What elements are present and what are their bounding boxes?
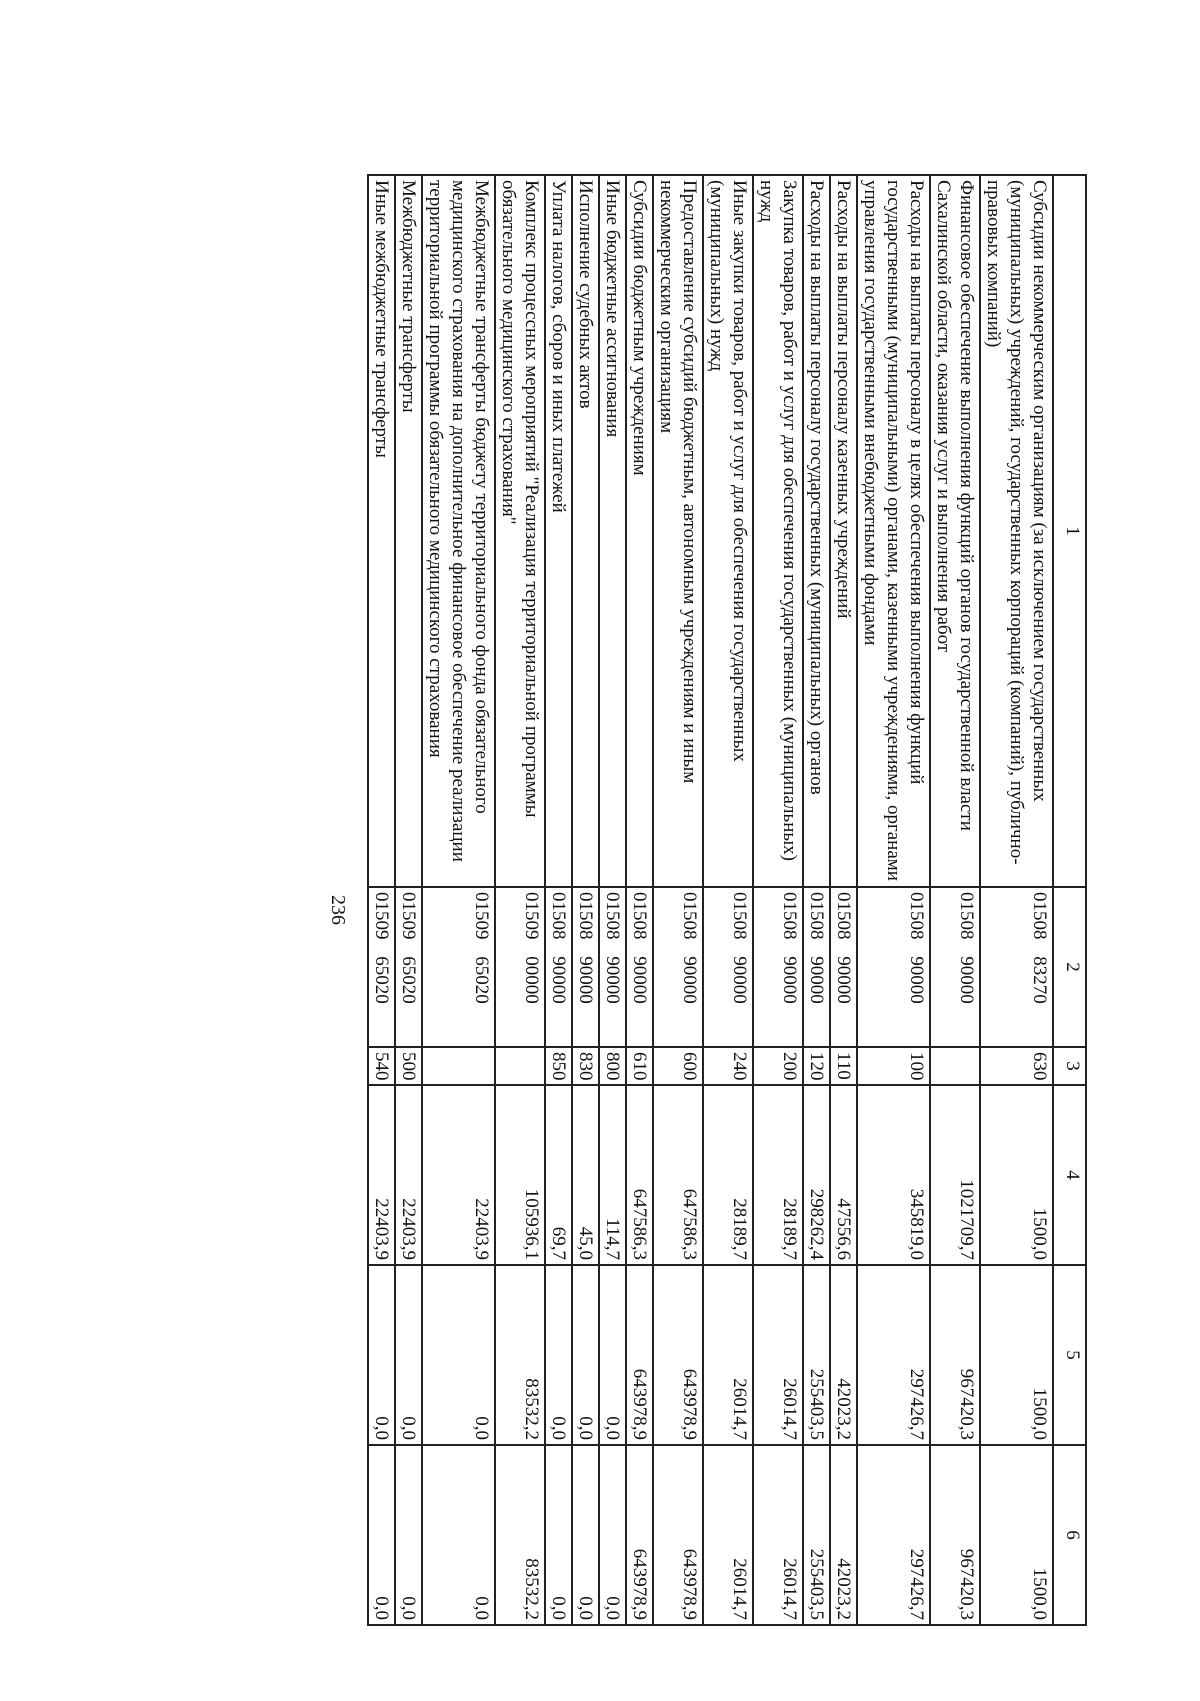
row-value-col5-cell: 0,0: [422, 1265, 495, 1445]
row-expense-type-cell: 630: [980, 1047, 1053, 1085]
table-row: [626, 175, 653, 1625]
row-expense-type-cell: 120: [803, 1047, 830, 1085]
row-name-cell: Субсидии бюджетным учреждениям: [626, 175, 653, 887]
row-expense-type-cell: [930, 1047, 980, 1085]
row-value-col5-cell: 26014,7: [703, 1265, 753, 1445]
row-expense-type-cell: 100: [857, 1047, 930, 1085]
row-value-col5-cell: 0,0: [599, 1265, 626, 1445]
row-value-col6-cell: 0,0: [572, 1445, 599, 1625]
row-value-col5-cell: 0,0: [395, 1265, 422, 1445]
table-row: [599, 175, 626, 1625]
row-code-cell: 01508 90000: [753, 887, 803, 1047]
row-code-cell: 01508 90000: [653, 887, 703, 1047]
column-header-2: 2: [1053, 887, 1086, 1047]
row-value-col5-cell: 26014,7: [753, 1265, 803, 1445]
row-expense-type-cell: 200: [753, 1047, 803, 1085]
row-value-col4-cell: 298262,4: [803, 1085, 830, 1265]
row-value-col6-cell: 297426,7: [857, 1445, 930, 1625]
row-value-col4-cell: 1500,0: [980, 1085, 1053, 1265]
row-name-cell: Расходы на выплаты персоналу в целях обеспечения выполнения функций государственными (муниципальными) органами, казенными учреждениями, органами управления государственными внебюджетными фондами: [857, 175, 930, 887]
row-value-col4-cell: 45,0: [572, 1085, 599, 1265]
row-value-col5-cell: 0,0: [368, 1265, 395, 1445]
row-value-col5-cell: 643978,9: [653, 1265, 703, 1445]
table-row: [980, 175, 1053, 1625]
row-name-cell: Закупка товаров, работ и услуг для обеспечения государственных (муниципальных) нужд: [753, 175, 803, 887]
row-name-cell: Межбюджетные трансферты бюджету территориального фонда обязательного медицинского страхования на дополнительное финансовое обеспечение реализации территориальной программы обязательного медицинского страхования: [422, 175, 495, 887]
row-value-col6-cell: 255403,5: [803, 1445, 830, 1625]
row-value-col4-cell: 69,7: [545, 1085, 572, 1265]
table-row: [830, 175, 857, 1625]
row-value-col4-cell: 345819,0: [857, 1085, 930, 1265]
row-name-cell: Уплата налогов, сборов и иных платежей: [545, 175, 572, 887]
row-value-col4-cell: 105936,1: [495, 1085, 545, 1265]
row-value-col4-cell: 22403,9: [368, 1085, 395, 1265]
row-value-col6-cell: 83532,2: [495, 1445, 545, 1625]
table-header-row: [1053, 175, 1086, 1625]
row-value-col6-cell: 643978,9: [653, 1445, 703, 1625]
row-value-col5-cell: 967420,3: [930, 1265, 980, 1445]
row-name-cell: Иные бюджетные ассигнования: [599, 175, 626, 887]
row-name-cell: Расходы на выплаты персоналу государственных (муниципальных) органов: [803, 175, 830, 887]
row-expense-type-cell: 500: [395, 1047, 422, 1085]
row-code-cell: 01509 00000: [495, 887, 545, 1047]
row-name-cell: Финансовое обеспечение выполнения функций органов государственной власти Сахалинской области, оказания услуг и выполнения работ: [930, 175, 980, 887]
row-value-col6-cell: 0,0: [422, 1445, 495, 1625]
row-value-col6-cell: 0,0: [395, 1445, 422, 1625]
row-value-col5-cell: 255403,5: [803, 1265, 830, 1445]
row-name-cell: Предоставление субсидий бюджетным, автономным учреждениям и иным некоммерческим организациям: [653, 175, 703, 887]
row-expense-type-cell: 830: [572, 1047, 599, 1085]
row-expense-type-cell: [495, 1047, 545, 1085]
row-expense-type-cell: [422, 1047, 495, 1085]
row-value-col6-cell: 0,0: [368, 1445, 395, 1625]
table-row: [930, 175, 980, 1625]
row-code-cell: 01508 83270: [980, 887, 1053, 1047]
row-value-col6-cell: 1500,0: [980, 1445, 1053, 1625]
row-expense-type-cell: 850: [545, 1047, 572, 1085]
table-row: [395, 175, 422, 1625]
row-code-cell: 01508 90000: [599, 887, 626, 1047]
row-value-col6-cell: 0,0: [599, 1445, 626, 1625]
row-value-col6-cell: 967420,3: [930, 1445, 980, 1625]
column-header-5: 5: [1053, 1265, 1086, 1445]
row-code-cell: 01508 90000: [830, 887, 857, 1047]
table-row: [857, 175, 930, 1625]
row-value-col5-cell: 297426,7: [857, 1265, 930, 1445]
row-code-cell: 01509 65020: [368, 887, 395, 1047]
table-row: [545, 175, 572, 1625]
row-value-col4-cell: 647586,3: [653, 1085, 703, 1265]
row-value-col4-cell: 22403,9: [422, 1085, 495, 1265]
budget-table: [367, 174, 1087, 1626]
table-row: [703, 175, 753, 1625]
row-value-col4-cell: 47556,6: [830, 1085, 857, 1265]
row-value-col5-cell: 1500,0: [980, 1265, 1053, 1445]
row-code-cell: 01508 90000: [930, 887, 980, 1047]
column-header-6: 6: [1053, 1445, 1086, 1625]
row-name-cell: Иные межбюджетные трансферты: [368, 175, 395, 887]
row-name-cell: Комплекс процессных мероприятий "Реализация территориальной программы обязательного медицинского страхования": [495, 175, 545, 887]
table-row: [572, 175, 599, 1625]
row-value-col5-cell: 0,0: [572, 1265, 599, 1445]
row-value-col4-cell: 28189,7: [703, 1085, 753, 1265]
column-header-4: 4: [1053, 1085, 1086, 1265]
row-code-cell: 01509 65020: [395, 887, 422, 1047]
row-value-col4-cell: 28189,7: [753, 1085, 803, 1265]
column-header-3: 3: [1053, 1047, 1086, 1085]
table-row: [753, 175, 803, 1625]
row-value-col6-cell: 26014,7: [753, 1445, 803, 1625]
row-value-col6-cell: 42023,2: [830, 1445, 857, 1625]
row-name-cell: Субсидии некоммерческим организациям (за исключением государственных (муниципальных) учреждений, государственных корпораций (компаний), публично-правовых компаний): [980, 175, 1053, 887]
row-name-cell: Иные закупки товаров, работ и услуг для обеспечения государственных (муниципальных) нужд: [703, 175, 753, 887]
column-header-1: 1: [1053, 175, 1086, 887]
row-value-col6-cell: 26014,7: [703, 1445, 753, 1625]
row-code-cell: 01508 90000: [572, 887, 599, 1047]
row-expense-type-cell: 110: [830, 1047, 857, 1085]
row-value-col4-cell: 22403,9: [395, 1085, 422, 1265]
table-body: [368, 175, 1053, 1625]
row-value-col4-cell: 114,7: [599, 1085, 626, 1265]
row-expense-type-cell: 600: [653, 1047, 703, 1085]
table-row: [495, 175, 545, 1625]
row-code-cell: 01508 90000: [545, 887, 572, 1047]
row-code-cell: 01508 90000: [626, 887, 653, 1047]
row-code-cell: 01508 90000: [703, 887, 753, 1047]
row-name-cell: Исполнение судебных актов: [572, 175, 599, 887]
table-row: [368, 175, 395, 1625]
page-number: 236: [327, 895, 349, 925]
row-value-col4-cell: 1021709,7: [930, 1085, 980, 1265]
rotated-table-wrapper: [167, 174, 1087, 1624]
table-row: [653, 175, 703, 1625]
row-name-cell: Межбюджетные трансферты: [395, 175, 422, 887]
row-value-col5-cell: 83532,2: [495, 1265, 545, 1445]
row-value-col4-cell: 647586,3: [626, 1085, 653, 1265]
row-expense-type-cell: 800: [599, 1047, 626, 1085]
row-value-col6-cell: 0,0: [545, 1445, 572, 1625]
row-value-col6-cell: 643978,9: [626, 1445, 653, 1625]
row-name-cell: Расходы на выплаты персоналу казенных учреждений: [830, 175, 857, 887]
row-value-col5-cell: 643978,9: [626, 1265, 653, 1445]
row-code-cell: 01509 65020: [422, 887, 495, 1047]
row-expense-type-cell: 610: [626, 1047, 653, 1085]
row-expense-type-cell: 240: [703, 1047, 753, 1085]
row-code-cell: 01508 90000: [857, 887, 930, 1047]
row-value-col5-cell: 42023,2: [830, 1265, 857, 1445]
row-expense-type-cell: 540: [368, 1047, 395, 1085]
table-row: [803, 175, 830, 1625]
table-row: [422, 175, 495, 1625]
row-value-col5-cell: 0,0: [545, 1265, 572, 1445]
row-code-cell: 01508 90000: [803, 887, 830, 1047]
